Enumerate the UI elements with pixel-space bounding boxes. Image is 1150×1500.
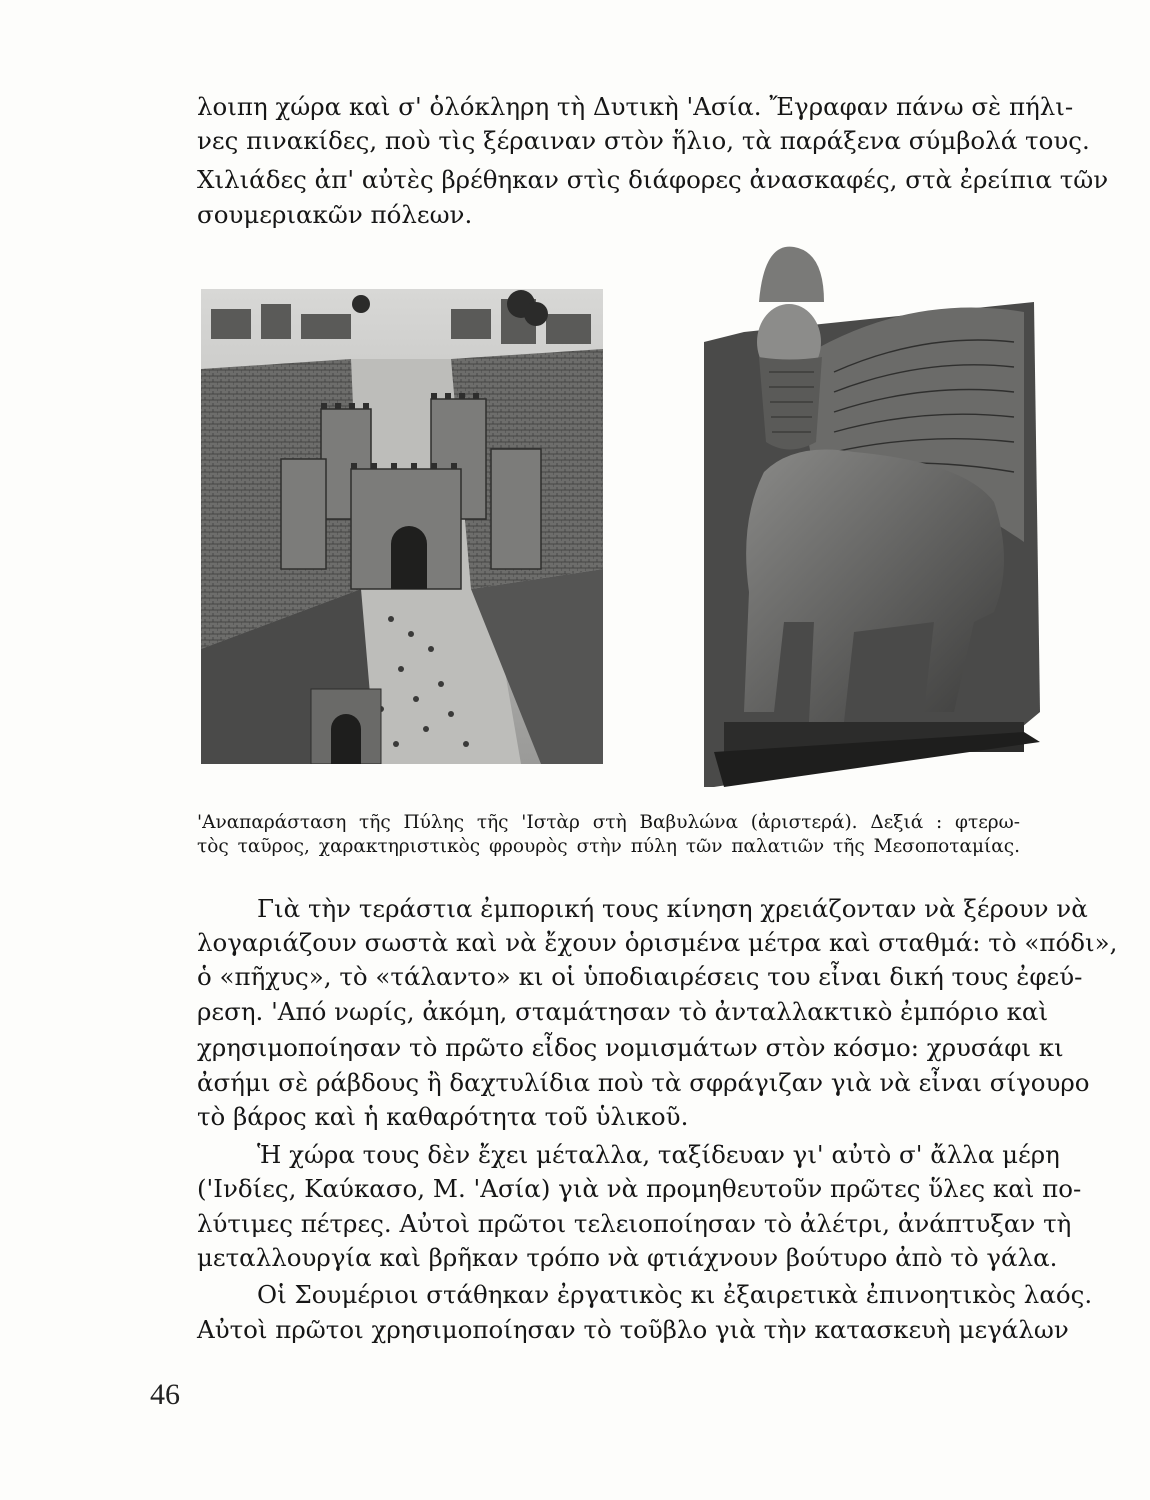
page-number: 46 <box>150 1378 180 1411</box>
text-line: Οἱ Σουμέριοι στάθηκαν ἐργατικὸς κι ἐξαιρετικὰ ἐπινοητικὸς λαός. <box>257 1280 1093 1309</box>
text-line: Γιὰ τὴν τεράστια ἐμπορική τους κίνηση χρειάζονταν νὰ ξέρουν νὰ <box>257 894 1088 923</box>
text-line: ἀσήμι σὲ ράβδους ἢ δαχτυλίδια ποὺ τὰ σφράγιζαν γιὰ νὰ εἶναι σίγουρο <box>197 1068 1090 1097</box>
text-line: λογαριάζουν σωστὰ καὶ νὰ ἔχουν ὁρισμένα μέτρα καὶ σταθμά: τὸ «πόδι», <box>197 928 1118 957</box>
text-line: ('Ινδίες, Καύκασο, Μ. 'Ασία) γιὰ νὰ προμηθευτοῦν πρῶτες ὕλες καὶ πο- <box>197 1174 1082 1203</box>
text-line: Χιλιάδες ἀπ' αὐτὲς βρέθηκαν στὶς διάφορες ἀνασκαφές, στὰ ἐρείπια τῶν <box>197 165 1109 194</box>
text-line: τὸ βάρος καὶ ἡ καθαρότητα τοῦ ὑλικοῦ. <box>197 1102 689 1131</box>
ishtar-gate-illustration <box>201 289 603 764</box>
text-line: Αὐτοὶ πρῶτοι χρησιμοποίησαν τὸ τοῦβλο γιὰ τὴν κατασκευὴ μεγάλων <box>197 1315 1069 1344</box>
figure-caption-line: 'Αναπαράσταση τῆς Πύλης τῆς 'Ιστὰρ στὴ Βαβυλώνα (ἀριστερά). Δεξιά : φτερω- <box>197 812 1020 833</box>
text-line: λύτιμες πέτρες. Αὐτοὶ πρῶτοι τελειοποίησαν τὸ ἀλέτρι, ἀνάπτυξαν τὴ <box>197 1209 1072 1238</box>
text-line: ὁ «πῆχυς», τὸ «τάλαντο» κι οἱ ὑποδιαιρέσεις του εἶναι δική τους ἐφεύ- <box>197 962 1083 991</box>
text-line: σουμεριακῶν πόλεων. <box>197 200 473 229</box>
text-line: Ἡ χώρα τους δὲν ἔχει μέταλλα, ταξίδευαν γι' αὐτὸ σ' ἄλλα μέρη <box>257 1140 1060 1169</box>
text-line: ρεση. 'Από νωρίς, ἀκόμη, σταμάτησαν τὸ ἀνταλλακτικὸ ἐμπόριο καὶ <box>197 997 1049 1026</box>
figure-caption-line: τὸς ταῦρος, χαρακτηριστικὸς φρουρὸς στὴν πύλη τῶν παλατιῶν τῆς Μεσοποταμίας. <box>197 836 1020 857</box>
text-line: λοιπη χώρα καὶ σ' ὁλόκληρη τὴ Δυτικὴ 'Ασία. Ἔγραφαν πάνω σὲ πήλι- <box>197 92 1074 121</box>
text-line: χρησιμοποίησαν τὸ πρῶτο εἶδος νομισμάτων στὸν κόσμο: χρυσάφι κι <box>197 1033 1064 1062</box>
text-line: νες πινακίδες, ποὺ τὶς ξέραιναν στὸν ἥλιο, τὰ παράξενα σύμβολά τους. <box>197 126 1090 155</box>
winged-bull-photo <box>704 242 1040 792</box>
text-line: μεταλλουργία καὶ βρῆκαν τρόπο νὰ φτιάχνουν βούτυρο ἀπὸ τὸ γάλα. <box>197 1243 1058 1272</box>
